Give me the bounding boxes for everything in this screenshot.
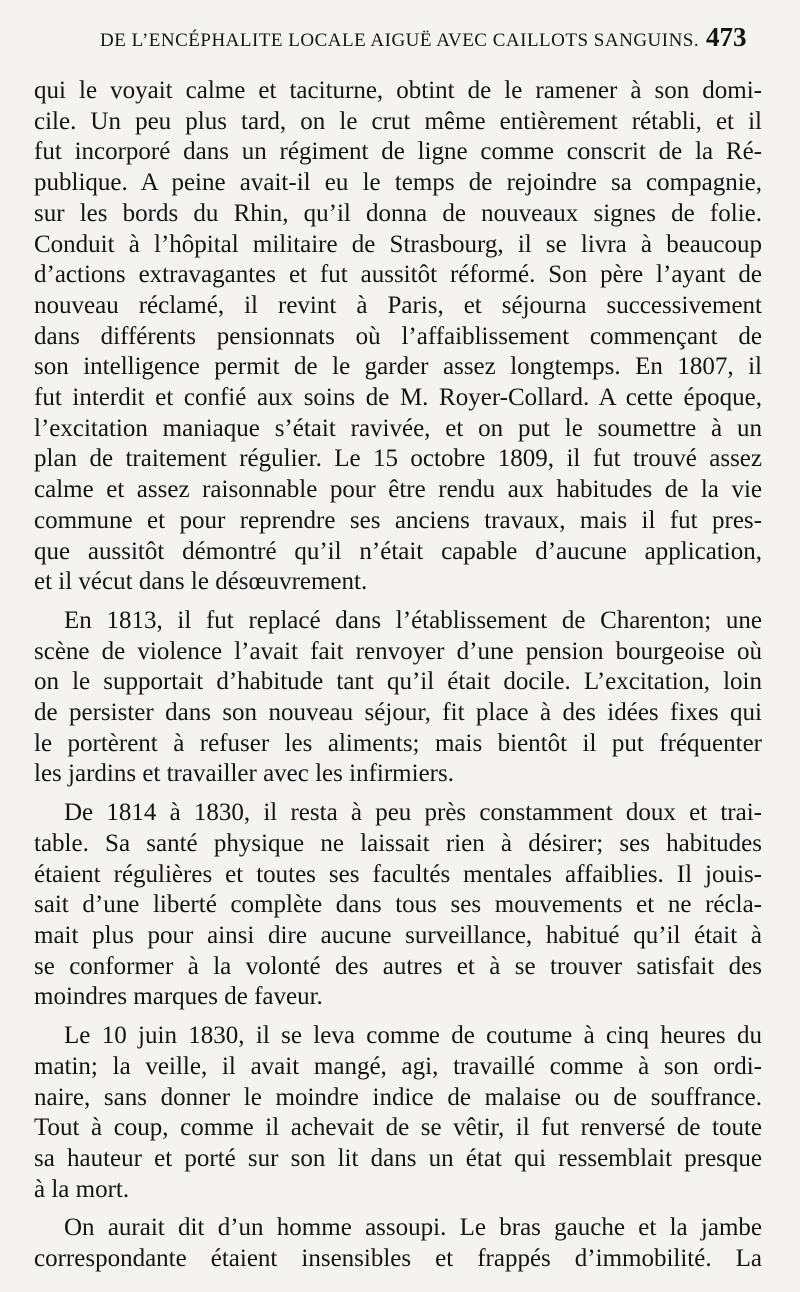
text-line: mait plus pour ainsi dire aucune surveillance, habitué qu’il était à: [34, 921, 762, 949]
text-line: publique. A peine avait-il eu le temps de rejoindre sa compagnie,: [34, 169, 762, 197]
text-line: les jardins et travailler avec les infirmiers.: [34, 760, 454, 788]
text-line: sa hauteur et porté sur son lit dans un état qui ressemblait presque: [34, 1144, 762, 1172]
text-line: sait d’une liberté complète dans tous ses mouvements et ne récla-: [34, 891, 762, 919]
paragraph: [34, 76, 762, 598]
text-line: nouveau réclamé, il revint à Paris, et séjourna successivement: [34, 291, 762, 319]
paragraph: [34, 606, 762, 790]
text-line: En 1813, il fut replacé dans l’établissement de Charenton; une: [64, 606, 762, 634]
text-line: que aussitôt démontré qu’il n’était capable d’aucune application,: [34, 537, 762, 565]
text-line: d’actions extravagantes et fut aussitôt réformé. Son père l’ayant de: [34, 261, 762, 289]
text-line: étaient régulières et toutes ses facultés mentales affaiblies. Il jouis-: [34, 860, 762, 888]
text-line: correspondante étaient insensibles et frappés d’immobilité. La: [34, 1245, 762, 1273]
text-line: dans différents pensionnats où l’affaiblissement commençant de: [34, 322, 762, 350]
text-line: son intelligence permit de le garder assez longtemps. En 1807, il: [34, 353, 762, 381]
text-line: Conduit à l’hôpital militaire de Strasbourg, il se livra à beaucoup: [34, 230, 762, 258]
text-line: fut interdit et confié aux soins de M. Royer-Collard. A cette époque,: [34, 384, 762, 412]
text-line: matin; la veille, il avait mangé, agi, travaillé comme à son ordi-: [34, 1052, 762, 1080]
text-line: et il vécut dans le désœuvrement.: [34, 568, 368, 596]
text-line: qui le voyait calme et taciturne, obtint de le ramener à son domi-: [34, 77, 762, 104]
text-line: cile. Un peu plus tard, on le crut même entièrement rétabli, et il: [34, 107, 762, 135]
text-line: Tout à coup, comme il achevait de se vêtir, il fut renversé de toute: [34, 1114, 762, 1142]
text-line: on le supportait d’habitude tant qu’il était docile. L’excitation, loin: [34, 668, 762, 696]
text-line: calme et assez raisonnable pour être rendu aux habitudes de la vie: [34, 476, 762, 504]
text-line: scène de violence l’avait fait renvoyer d’une pension bourgeoise où: [34, 637, 762, 665]
paragraph: [34, 1213, 762, 1274]
page-number: 473: [706, 22, 747, 52]
text-line: se conformer à la volonté des autres et à se trouver satisfait des: [34, 952, 762, 980]
text-line: à la mort.: [34, 1175, 130, 1203]
running-title: DE L’ENCÉPHALITE LOCALE AIGUË AVEC CAILLOTS SANGUINS.: [100, 30, 700, 51]
text-line: On aurait dit d’un homme assoupi. Le bras gauche et la jambe: [64, 1214, 762, 1242]
text-line: moindres marques de faveur.: [34, 983, 323, 1011]
text-line: Le 10 juin 1830, il se leva comme de coutume à cinq heures du: [64, 1022, 762, 1050]
text-line: naire, sans donner le moindre indice de malaise ou de souffrance.: [34, 1083, 762, 1111]
text-line: fut incorporé dans un régiment de ligne comme conscrit de la Ré-: [34, 138, 762, 166]
text-line: sur les bords du Rhin, qu’il donna de nouveaux signes de folie.: [34, 199, 762, 227]
text-line: De 1814 à 1830, il resta à peu près constamment doux et trai-: [64, 799, 762, 827]
paragraph: [34, 1021, 762, 1205]
text-line: plan de traitement régulier. Le 15 octobre 1809, il fut trouvé assez: [34, 445, 762, 473]
page-body: [34, 76, 762, 1283]
text-line: commune et pour reprendre ses anciens travaux, mais il fut pres-: [34, 506, 762, 534]
text-line: l’excitation maniaque s’était ravivée, et on put le soumettre à un: [34, 414, 762, 442]
paragraph: [34, 798, 762, 1013]
text-line: de persister dans son nouveau séjour, fit place à des idées fixes qui: [34, 699, 762, 727]
text-line: table. Sa santé physique ne laissait rien à désirer; ses habitudes: [34, 829, 762, 857]
text-line: le portèrent à refuser les aliments; mais bientôt il put fréquenter: [34, 729, 762, 757]
